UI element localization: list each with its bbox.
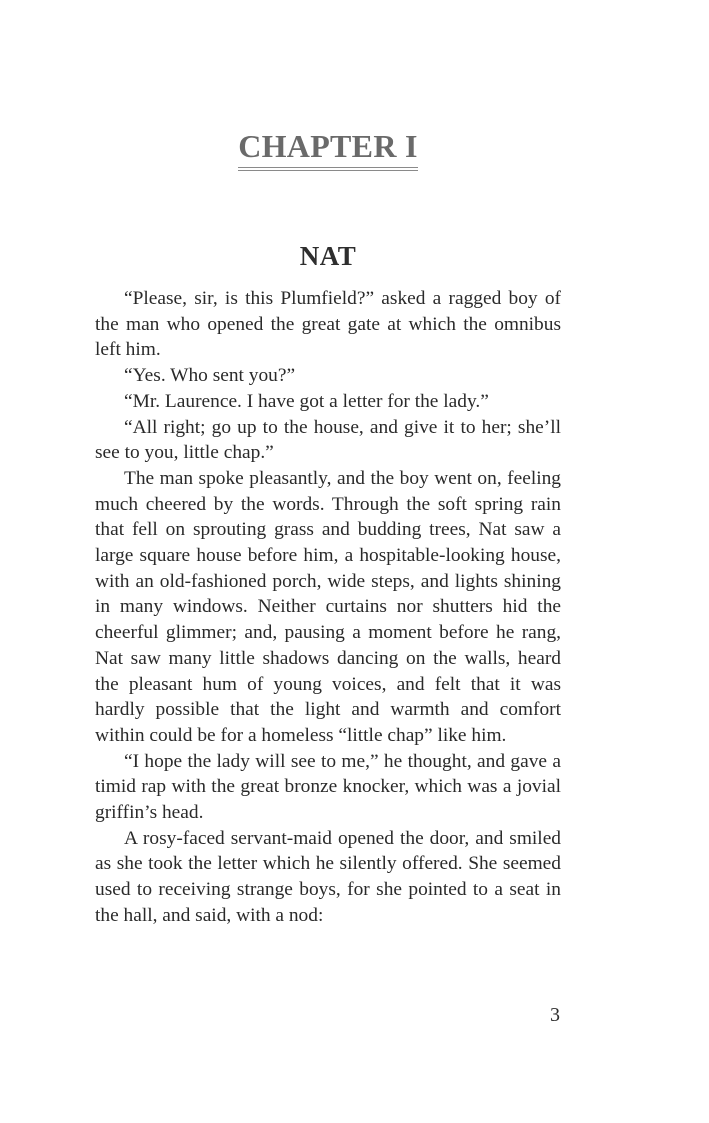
paragraph: “Mr. Laurence. I have got a letter for the lady.” [124, 390, 489, 412]
paragraph: “I hope the lady will see to me,” he thought, and gave a timid rap with the great bronze knocker, which was a jovial griffin’s head. [95, 750, 561, 824]
section-title: NAT [299, 241, 357, 271]
paragraph: “All right; go up to the house, and give it to her; she’ll see to you, little chap.” [95, 416, 561, 464]
paragraph: The man spoke pleasantly, and the boy went on, feeling much cheered by the words. Through the soft spring rain that fell on sprouting grass and budding trees, Nat saw a large square house before him, a hospitable-looking house, with an old-fashioned porch, wide steps, and lights shining in many windows. Neither curtains nor shutters hid the cheerful glimmer; and, pausing a moment before he rang, Nat saw many little shadows dancing on the walls, heard the pleasant hum of young voices, and felt that it was hardly possible that the light and warmth and comfort within could be for a homeless “little chap” like him. [95, 467, 561, 746]
chapter-heading [0, 128, 656, 171]
paragraph: “Yes. Who sent you?” [124, 365, 296, 387]
paragraph: A rosy-faced servant-maid opened the door, and smiled as she took the letter which he silently offered. She seemed used to receiving strange boys, for she pointed to a seat in the hall, and said, with a nod: [95, 827, 561, 926]
chapter-title: CHAPTER I [238, 128, 418, 171]
paragraph: “Please, sir, is this Plumfield?” asked a ragged boy of the man who opened the great gate at which the omnibus left him. [95, 288, 561, 361]
body-text [95, 286, 561, 929]
page-number: 3 [550, 1004, 560, 1026]
